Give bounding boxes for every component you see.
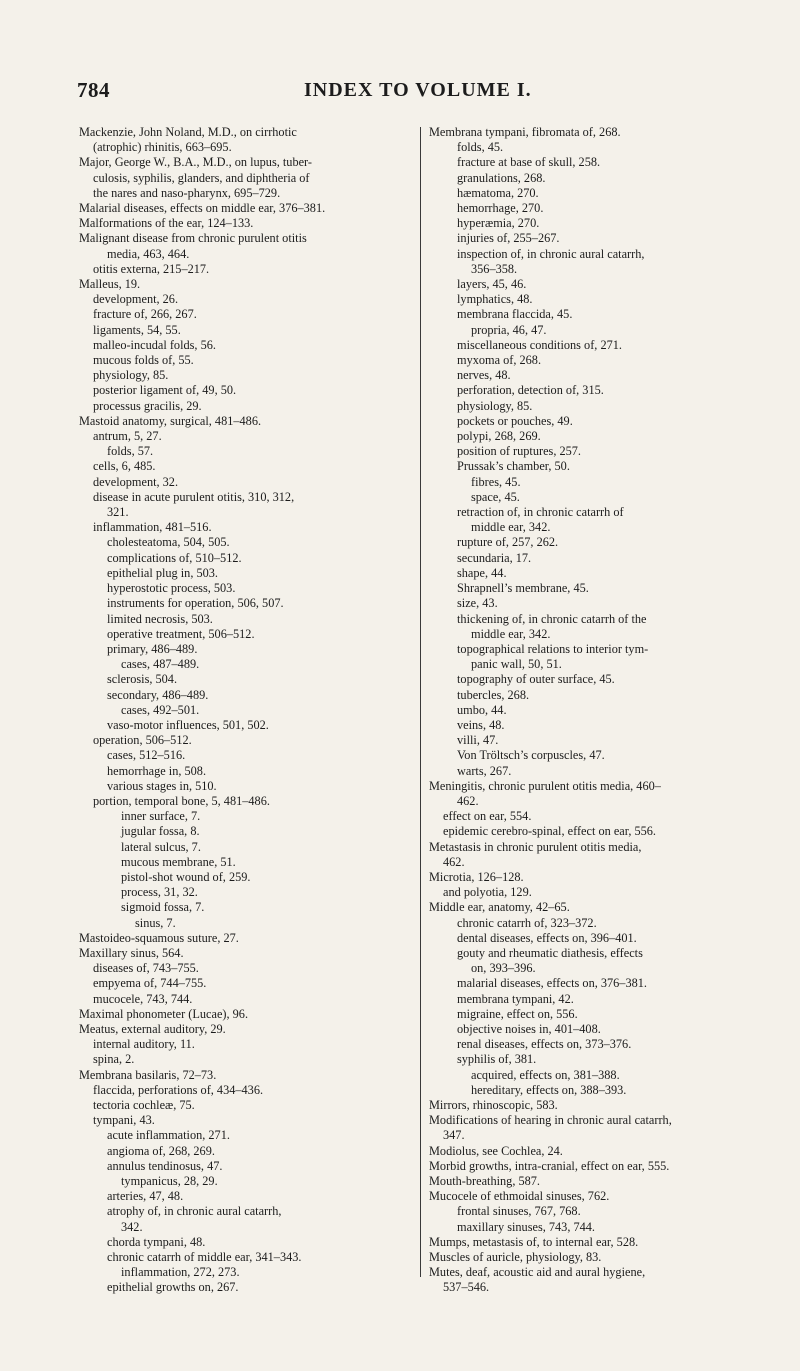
- index-entry: spina, 2.: [93, 1052, 135, 1067]
- index-entry: umbo, 44.: [457, 702, 507, 717]
- index-entry: membrana flaccida, 45.: [457, 307, 573, 322]
- index-entry: malleo-incudal folds, 56.: [93, 337, 216, 352]
- index-entry: 347.: [443, 1128, 465, 1143]
- index-entry: process, 31, 32.: [121, 885, 198, 900]
- index-entry: Mackenzie, John Noland, M.D., on cirrhotic: [79, 125, 297, 139]
- index-entry: physiology, 85.: [93, 368, 169, 383]
- index-entry: Mouth-breathing, 587.: [429, 1174, 540, 1189]
- index-entry: lymphatics, 48.: [457, 292, 533, 307]
- index-entry: migraine, effect on, 556.: [457, 1006, 578, 1021]
- index-entry: malarial diseases, effects on, 376–381.: [457, 976, 647, 991]
- index-entry: tympanicus, 28, 29.: [121, 1174, 218, 1189]
- index-entry: middle ear, 342.: [471, 520, 551, 535]
- index-entry: on, 393–396.: [471, 961, 536, 976]
- index-entry: renal diseases, effects on, 373–376.: [457, 1037, 632, 1052]
- index-entry: chorda tympani, 48.: [107, 1234, 206, 1249]
- index-entry: arteries, 47, 48.: [107, 1189, 184, 1204]
- index-entry: posterior ligament of, 49, 50.: [93, 383, 237, 398]
- index-entry: Meningitis, chronic purulent otitis media, 460–: [429, 778, 661, 793]
- index-entry: inspection of, in chronic aural catarrh,: [457, 246, 645, 261]
- index-entry: Meatus, external auditory, 29.: [79, 1021, 226, 1036]
- index-entry: epithelial growths on, 267.: [107, 1280, 239, 1295]
- index-entry: cells, 6, 485.: [93, 459, 156, 474]
- column-divider: [420, 127, 421, 1277]
- index-entry: perforation, detection of, 315.: [457, 383, 604, 398]
- index-entry: fracture at base of skull, 258.: [457, 155, 601, 170]
- index-entry: development, 26.: [93, 292, 179, 307]
- index-entry: physiology, 85.: [457, 398, 533, 413]
- index-entry: objective noises in, 401–408.: [457, 1021, 601, 1036]
- index-entry: disease in acute purulent otitis, 310, 312,: [93, 489, 295, 504]
- index-entry: 462.: [443, 854, 465, 869]
- index-entry: position of ruptures, 257.: [457, 444, 581, 459]
- index-entry: 342.: [121, 1219, 143, 1234]
- index-entry: Malleus, 19.: [79, 277, 141, 292]
- index-entry: Malignant disease from chronic purulent otitis: [79, 231, 307, 246]
- index-entry: space, 45.: [471, 489, 520, 504]
- index-entry: atrophy of, in chronic aural catarrh,: [107, 1204, 282, 1219]
- index-entry: lateral sulcus, 7.: [121, 839, 201, 854]
- index-entry: tectoria cochleæ, 75.: [93, 1098, 195, 1112]
- index-entry: secondary, 486–489.: [107, 687, 209, 702]
- index-entry: folds, 57.: [107, 444, 154, 459]
- index-entry: pockets or pouches, 49.: [457, 413, 573, 428]
- index-entry: 537–546.: [443, 1280, 490, 1295]
- index-entry: middle ear, 342.: [471, 626, 551, 641]
- index-entry: Mutes, deaf, acoustic aid and aural hygiene,: [429, 1265, 646, 1280]
- index-entry: Muscles of auricle, physiology, 83.: [429, 1250, 602, 1265]
- index-entry: inflammation, 481–516.: [93, 520, 212, 535]
- index-entry: chronic catarrh of, 323–372.: [457, 915, 597, 930]
- index-entry: sclerosis, 504.: [107, 672, 178, 687]
- index-entry: empyema of, 744–755.: [93, 976, 207, 991]
- index-entry: acute inflammation, 271.: [107, 1128, 230, 1143]
- index-entry: fibres, 45.: [471, 474, 521, 489]
- index-entry: portion, temporal bone, 5, 481–486.: [93, 793, 270, 808]
- index-entry: myxoma of, 268.: [457, 353, 542, 368]
- index-entry: veins, 48.: [457, 717, 505, 732]
- index-entry: acquired, effects on, 381–388.: [471, 1067, 620, 1082]
- index-entry: hereditary, effects on, 388–393.: [471, 1082, 627, 1097]
- index-entry: various stages in, 510.: [107, 778, 217, 793]
- index-entry: villi, 47.: [457, 733, 499, 748]
- index-entry: 462.: [457, 793, 479, 808]
- index-entry: mucocele, 743, 744.: [93, 991, 193, 1006]
- index-entry: granulations, 268.: [457, 170, 546, 185]
- page-number: 784: [77, 78, 110, 102]
- index-entry: gouty and rheumatic diathesis, effects: [457, 945, 643, 960]
- index-entry: syphilis of, 381.: [457, 1052, 537, 1067]
- index-entry: jugular fossa, 8.: [121, 824, 200, 839]
- index-entry: hyperostotic process, 503.: [107, 581, 236, 596]
- index-entry: dental diseases, effects on, 396–401.: [457, 930, 637, 945]
- index-entry: hæmatoma, 270.: [457, 185, 539, 200]
- index-entry: size, 43.: [457, 596, 498, 611]
- index-entry: sigmoid fossa, 7.: [121, 900, 205, 915]
- index-entry: cases, 492–501.: [121, 702, 200, 717]
- index-entry: tympani, 43.: [93, 1113, 155, 1128]
- page-header: [77, 78, 780, 108]
- index-entry: polypi, 268, 269.: [457, 429, 541, 444]
- index-entry: layers, 45, 46.: [457, 277, 527, 292]
- index-entry: pistol-shot wound of, 259.: [121, 869, 251, 884]
- index-entry: ligaments, 54, 55.: [93, 322, 181, 337]
- index-entry: propria, 46, 47.: [471, 322, 547, 337]
- index-entry: mucous membrane, 51.: [121, 854, 236, 869]
- index-entry: Maxillary sinus, 564.: [79, 945, 184, 960]
- index-entry: primary, 486–489.: [107, 641, 198, 656]
- index-entry: epidemic cerebro-spinal, effect on ear, 556.: [443, 824, 657, 839]
- index-entry: sinus, 7.: [135, 915, 176, 930]
- index-entry: maxillary sinuses, 743, 744.: [457, 1219, 595, 1234]
- index-entry: and polyotia, 129.: [443, 885, 532, 900]
- index-entry: 356–358.: [471, 261, 518, 276]
- index-entry: Microtia, 126–128.: [429, 869, 524, 884]
- index-entry: epithelial plug in, 503.: [107, 565, 218, 580]
- index-entry: the nares and naso-pharynx, 695–729.: [93, 185, 281, 200]
- index-entry: Metastasis in chronic purulent otitis media,: [429, 839, 642, 854]
- index-entry: cases, 512–516.: [107, 748, 186, 763]
- index-entry: complications of, 510–512.: [107, 550, 242, 565]
- index-entry: processus gracilis, 29.: [93, 398, 202, 413]
- index-entry: Modifications of hearing in chronic aural catarrh,: [429, 1113, 672, 1128]
- index-entry: shape, 44.: [457, 565, 507, 580]
- index-entry: Mumps, metastasis of, to internal ear, 528.: [429, 1234, 639, 1249]
- index-entry: Prussak’s chamber, 50.: [457, 459, 570, 474]
- index-entry: 321.: [107, 505, 129, 520]
- index-entry: angioma of, 268, 269.: [107, 1143, 215, 1158]
- index-entry: operation, 506–512.: [93, 733, 192, 748]
- index-entry: Morbid growths, intra-cranial, effect on ear, 555.: [429, 1158, 670, 1173]
- index-entry: culosis, syphilis, glanders, and diphtheria of: [93, 170, 310, 185]
- index-entry: hemorrhage in, 508.: [107, 763, 207, 778]
- index-entry: antrum, 5, 27.: [93, 429, 162, 444]
- index-entry: inflammation, 272, 273.: [121, 1265, 240, 1280]
- index-entry: vaso-motor influences, 501, 502.: [107, 717, 269, 732]
- index-entry: Mirrors, rhinoscopic, 583.: [429, 1098, 558, 1112]
- index-entry: nerves, 48.: [457, 368, 511, 383]
- index-entry: Membrana tympani, fibromata of, 268.: [429, 125, 621, 139]
- index-column-left: [79, 125, 419, 1296]
- index-entry: Middle ear, anatomy, 42–65.: [429, 900, 570, 915]
- index-entry: (atrophic) rhinitis, 663–695.: [93, 140, 232, 155]
- index-entry: warts, 267.: [457, 763, 512, 778]
- index-entry: cholesteatoma, 504, 505.: [107, 535, 230, 550]
- index-entry: Malarial diseases, effects on middle ear, 376–381.: [79, 201, 326, 216]
- index-entry: development, 32.: [93, 474, 179, 489]
- index-entry: mucous folds of, 55.: [93, 353, 194, 368]
- index-entry: Malformations of the ear, 124–133.: [79, 216, 254, 231]
- index-entry: retraction of, in chronic catarrh of: [457, 505, 624, 520]
- index-entry: annulus tendinosus, 47.: [107, 1158, 223, 1173]
- index-entry: Membrana basilaris, 72–73.: [79, 1067, 217, 1082]
- index-entry: Von Tröltsch’s corpuscles, 47.: [457, 748, 605, 763]
- index-entry: limited necrosis, 503.: [107, 611, 213, 626]
- index-entry: diseases of, 743–755.: [93, 961, 199, 976]
- index-entry: inner surface, 7.: [121, 809, 201, 824]
- index-entry: Mastoid anatomy, surgical, 481–486.: [79, 413, 262, 428]
- index-entry: hemorrhage, 270.: [457, 201, 544, 216]
- index-entry: frontal sinuses, 767, 768.: [457, 1204, 581, 1219]
- index-entry: tubercles, 268.: [457, 687, 530, 702]
- index-entry: topographical relations to interior tym-: [457, 641, 649, 656]
- index-entry: flaccida, perforations of, 434–436.: [93, 1082, 264, 1097]
- index-entry: instruments for operation, 506, 507.: [107, 596, 284, 611]
- index-entry: Modiolus, see Cochlea, 24.: [429, 1143, 563, 1158]
- index-entry: otitis externa, 215–217.: [93, 261, 210, 276]
- index-entry: operative treatment, 506–512.: [107, 626, 255, 641]
- index-entry: hyperæmia, 270.: [457, 216, 540, 231]
- index-entry: secundaria, 17.: [457, 550, 532, 565]
- index-entry: effect on ear, 554.: [443, 809, 532, 824]
- index-entry: panic wall, 50, 51.: [471, 657, 562, 672]
- index-entry: cases, 487–489.: [121, 657, 200, 672]
- running-head: INDEX TO VOLUME I.: [304, 79, 532, 101]
- index-entry: fracture of, 266, 267.: [93, 307, 197, 322]
- index-entry: Maximal phonometer (Lucae), 96.: [79, 1006, 249, 1021]
- index-entry: topography of outer surface, 45.: [457, 672, 615, 687]
- index-entry: miscellaneous conditions of, 271.: [457, 337, 622, 352]
- index-entry: media, 463, 464.: [107, 246, 190, 261]
- index-entry: Mastoideo-squamous suture, 27.: [79, 930, 239, 945]
- index-entry: chronic catarrh of middle ear, 341–343.: [107, 1250, 302, 1265]
- index-entry: Major, George W., B.A., M.D., on lupus, tuber-: [79, 155, 312, 170]
- index-entry: thickening of, in chronic catarrh of the: [457, 611, 647, 626]
- index-entry: membrana tympani, 42.: [457, 991, 574, 1006]
- index-entry: folds, 45.: [457, 140, 504, 155]
- index-entry: injuries of, 255–267.: [457, 231, 560, 246]
- index-column-right: [429, 125, 781, 1296]
- index-entry: Shrapnell’s membrane, 45.: [457, 581, 589, 596]
- index-entry: Mucocele of ethmoidal sinuses, 762.: [429, 1189, 610, 1204]
- index-entry: internal auditory, 11.: [93, 1037, 195, 1052]
- index-entry: rupture of, 257, 262.: [457, 535, 559, 550]
